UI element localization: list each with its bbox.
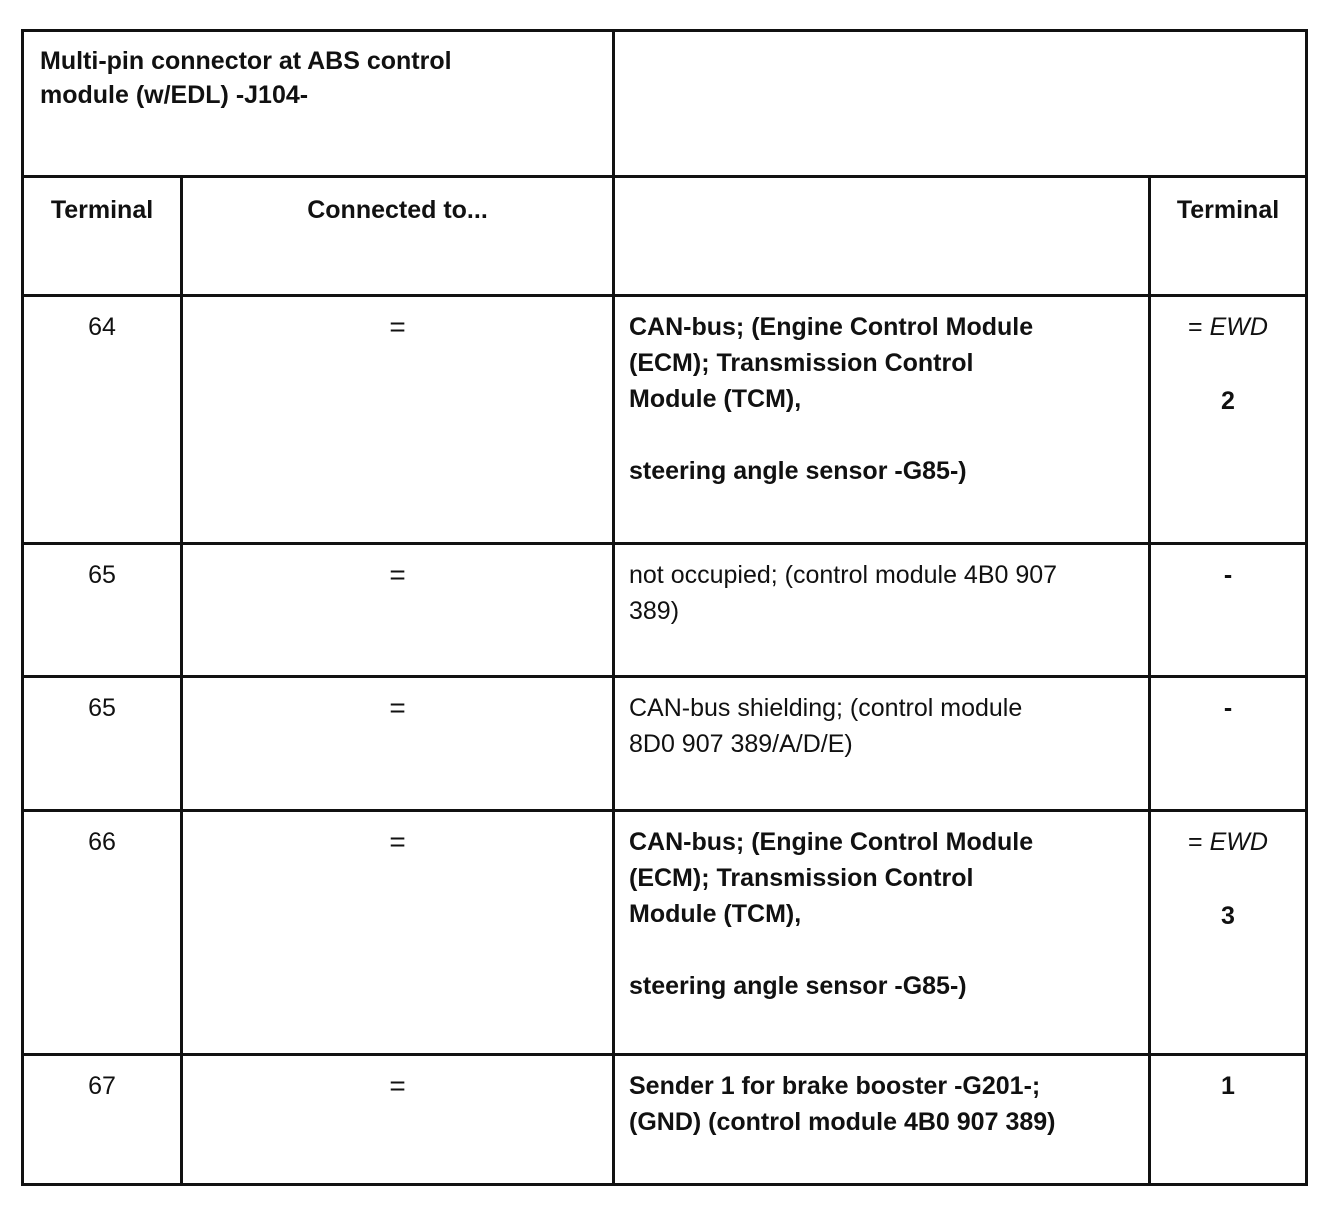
terminal-ref-value: 1 [1221, 1072, 1235, 1100]
column-header-terminal: Terminal [23, 177, 182, 296]
terminal-ref-cell [1150, 544, 1307, 677]
table-row [23, 296, 1307, 544]
connected-cell: = [182, 677, 614, 811]
terminal-cell: 64 [23, 296, 182, 544]
description-line: 8D0 907 389/A/D/E) [629, 730, 853, 758]
connected-cell: = [182, 544, 614, 677]
column-header-terminal-ref: Terminal [1150, 177, 1307, 296]
description-line: (ECM); Transmission Control [629, 864, 974, 892]
terminal-cell: 66 [23, 811, 182, 1055]
terminal-ref-cell [1150, 677, 1307, 811]
description-line: (GND) (control module 4B0 907 389) [629, 1108, 1056, 1136]
terminal-cell: 65 [23, 544, 182, 677]
connected-cell: = [182, 296, 614, 544]
table-row [23, 677, 1307, 811]
terminal-ref-value: - [1223, 561, 1233, 589]
description-cell [614, 677, 1150, 811]
connected-cell: = [182, 811, 614, 1055]
description-line: 389) [629, 597, 680, 625]
column-header-connected-to: Connected to... [182, 177, 614, 296]
table-title-line1: Multi-pin connector at ABS control [40, 47, 452, 75]
description-cell [614, 1055, 1150, 1185]
description-line: steering angle sensor -G85-) [629, 457, 967, 485]
terminal-ref-cell [1150, 811, 1307, 1055]
description-line: CAN-bus shielding; (control module [629, 694, 1023, 722]
table-title-right [614, 31, 1307, 177]
table-title [23, 31, 614, 177]
ewd-number: 3 [1221, 902, 1235, 930]
terminal-cell: 65 [23, 677, 182, 811]
description-line: Module (TCM), [629, 385, 802, 413]
ewd-reference: = EWD [1188, 313, 1268, 341]
description-cell [614, 296, 1150, 544]
terminal-ref-cell [1150, 1055, 1307, 1185]
connected-cell: = [182, 1055, 614, 1185]
description-line: (ECM); Transmission Control [629, 349, 974, 377]
connector-table [21, 29, 1308, 1186]
table-row [23, 811, 1307, 1055]
description-cell [614, 544, 1150, 677]
table-title-line2: module (w/EDL) -J104- [40, 81, 309, 109]
table-header-row [23, 31, 1307, 177]
description-cell [614, 811, 1150, 1055]
terminal-cell: 67 [23, 1055, 182, 1185]
description-line: steering angle sensor -G85-) [629, 972, 967, 1000]
ewd-reference: = EWD [1188, 828, 1268, 856]
description-line: Module (TCM), [629, 900, 802, 928]
description-line: CAN-bus; (Engine Control Module [629, 828, 1034, 856]
table-row [23, 1055, 1307, 1185]
column-header-row [23, 177, 1307, 296]
table-row [23, 544, 1307, 677]
column-header-description [614, 177, 1150, 296]
description-line: Sender 1 for brake booster -G201-; [629, 1072, 1041, 1100]
description-line: not occupied; (control module 4B0 907 [629, 561, 1058, 589]
terminal-ref-cell [1150, 296, 1307, 544]
ewd-number: 2 [1221, 387, 1235, 415]
terminal-ref-value: - [1223, 694, 1233, 722]
description-line: CAN-bus; (Engine Control Module [629, 313, 1034, 341]
